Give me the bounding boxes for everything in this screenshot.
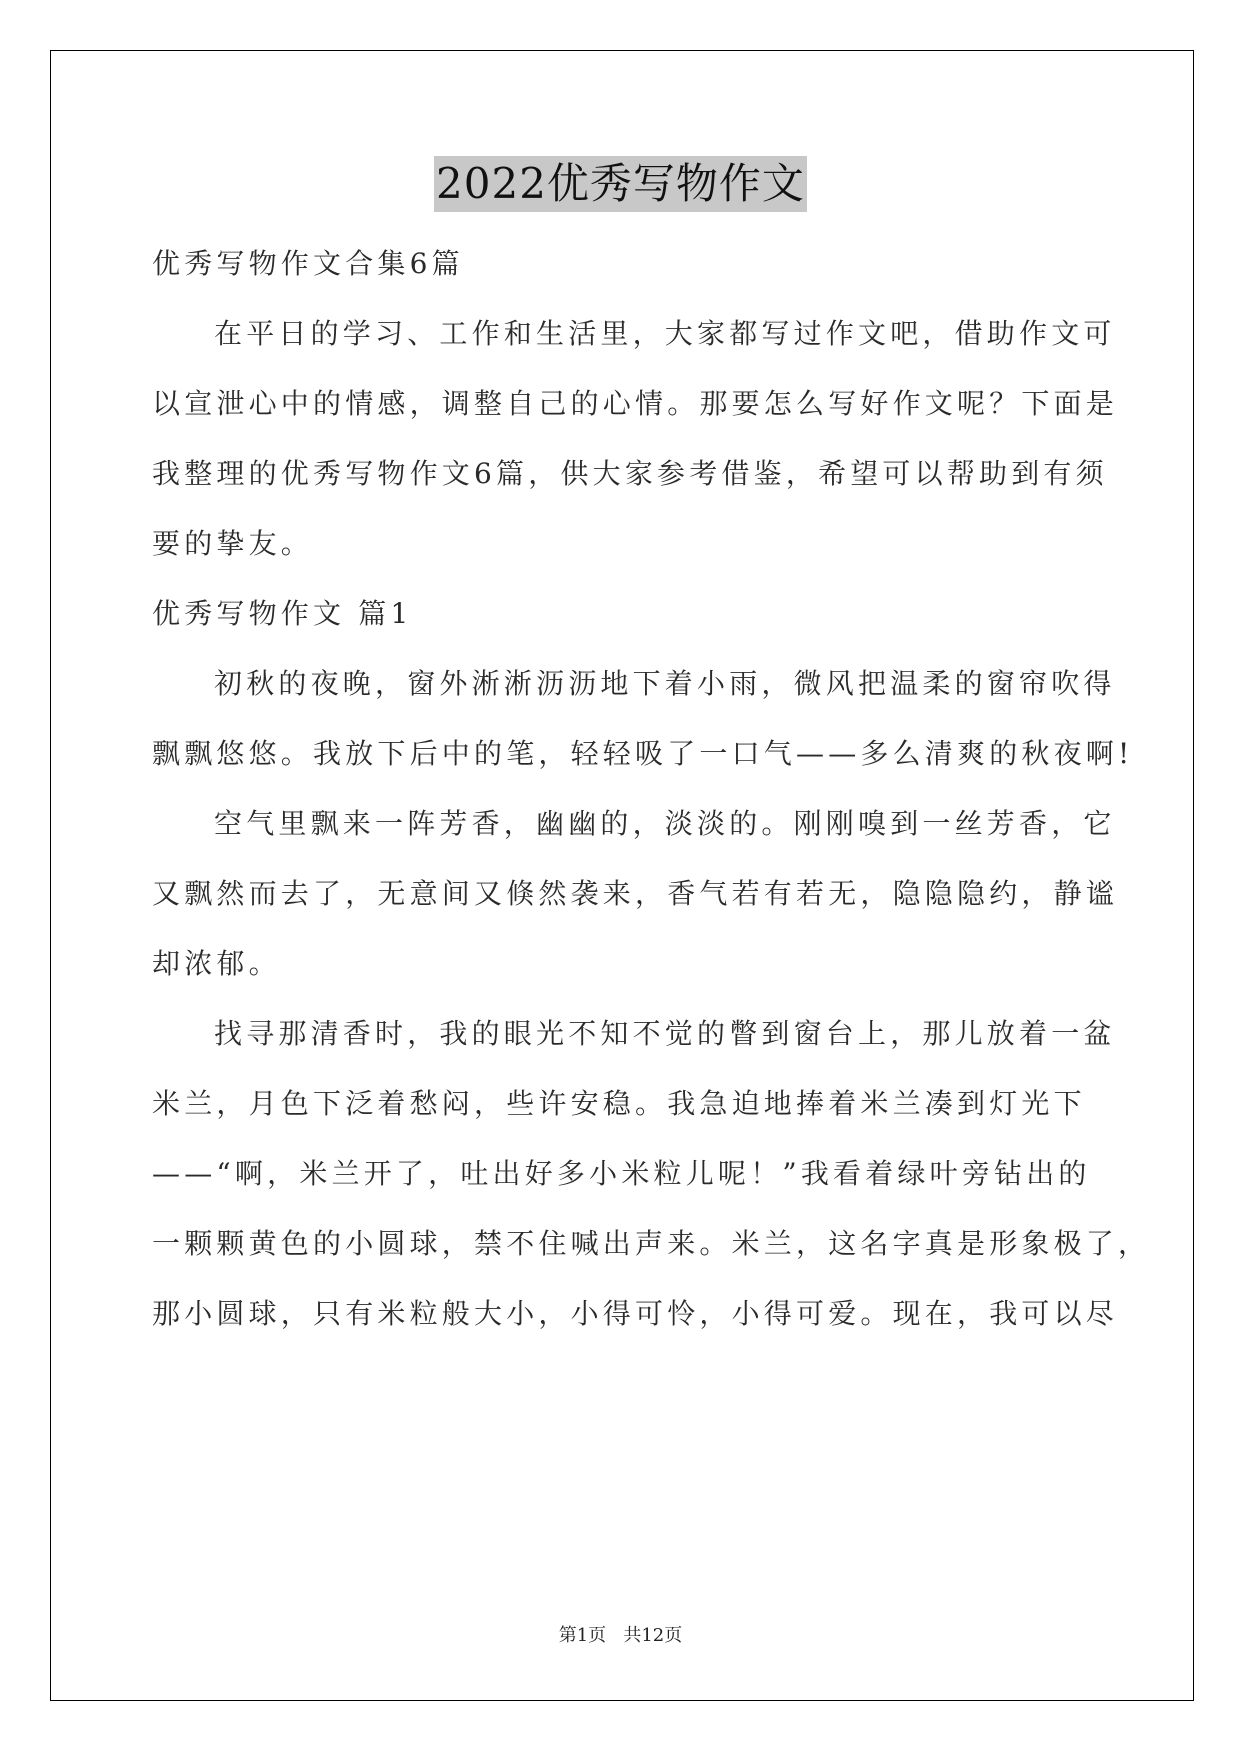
para2-line-3: 却浓郁。 (152, 947, 281, 980)
intro-line-4: 要的挚友。 (152, 527, 314, 560)
para1-line-2: 飘飘悠悠。我放下后中的笔，轻轻吸了一口气——多么清爽的秋夜啊! (152, 737, 1134, 770)
title-container (0, 156, 1241, 212)
intro-line-1: 在平日的学习、工作和生活里，大家都写过作文吧，借助作文可 (214, 317, 1116, 350)
document-title: 2022优秀写物作文 (434, 156, 807, 212)
para3-line-4: 一颗颗黄色的小圆球，禁不住喊出声来。米兰，这名字真是形象极了， (152, 1227, 1151, 1260)
document-subtitle: 优秀写物作文合集6篇 (152, 247, 464, 280)
para3-line-3: ——“啊，米兰开了，吐出好多小米粒儿呢！”我看着绿叶旁钻出的 (152, 1157, 1091, 1190)
page-total: 共12页 (623, 1625, 683, 1646)
para2-line-2: 又飘然而去了，无意间又倏然袭来，香气若有若无，隐隐隐约，静谧 (152, 877, 1119, 910)
para2-line-1: 空气里飘来一阵芳香，幽幽的，淡淡的。刚刚嗅到一丝芳香，它 (214, 807, 1116, 840)
para3-line-2: 米兰，月色下泛着愁闷，些许安稳。我急迫地捧着米兰凑到灯光下 (152, 1087, 1086, 1120)
intro-line-3: 我整理的优秀写物作文6篇，供大家参考借鉴，希望可以帮助到有须 (152, 457, 1108, 490)
page-number: 第1页 (558, 1625, 607, 1646)
para1-line-1: 初秋的夜晚，窗外淅淅沥沥地下着小雨，微风把温柔的窗帘吹得 (214, 667, 1116, 700)
section-heading: 优秀写物作文 篇1 (152, 597, 413, 630)
page-footer (0, 1624, 1241, 1648)
para3-line-5: 那小圆球，只有米粒般大小，小得可怜，小得可爱。现在，我可以尽 (152, 1297, 1119, 1330)
intro-line-2: 以宣泄心中的情感，调整自己的心情。那要怎么写好作文呢？下面是 (152, 387, 1119, 420)
para3-line-1: 找寻那清香时，我的眼光不知不觉的瞥到窗台上，那儿放着一盆 (214, 1017, 1116, 1050)
